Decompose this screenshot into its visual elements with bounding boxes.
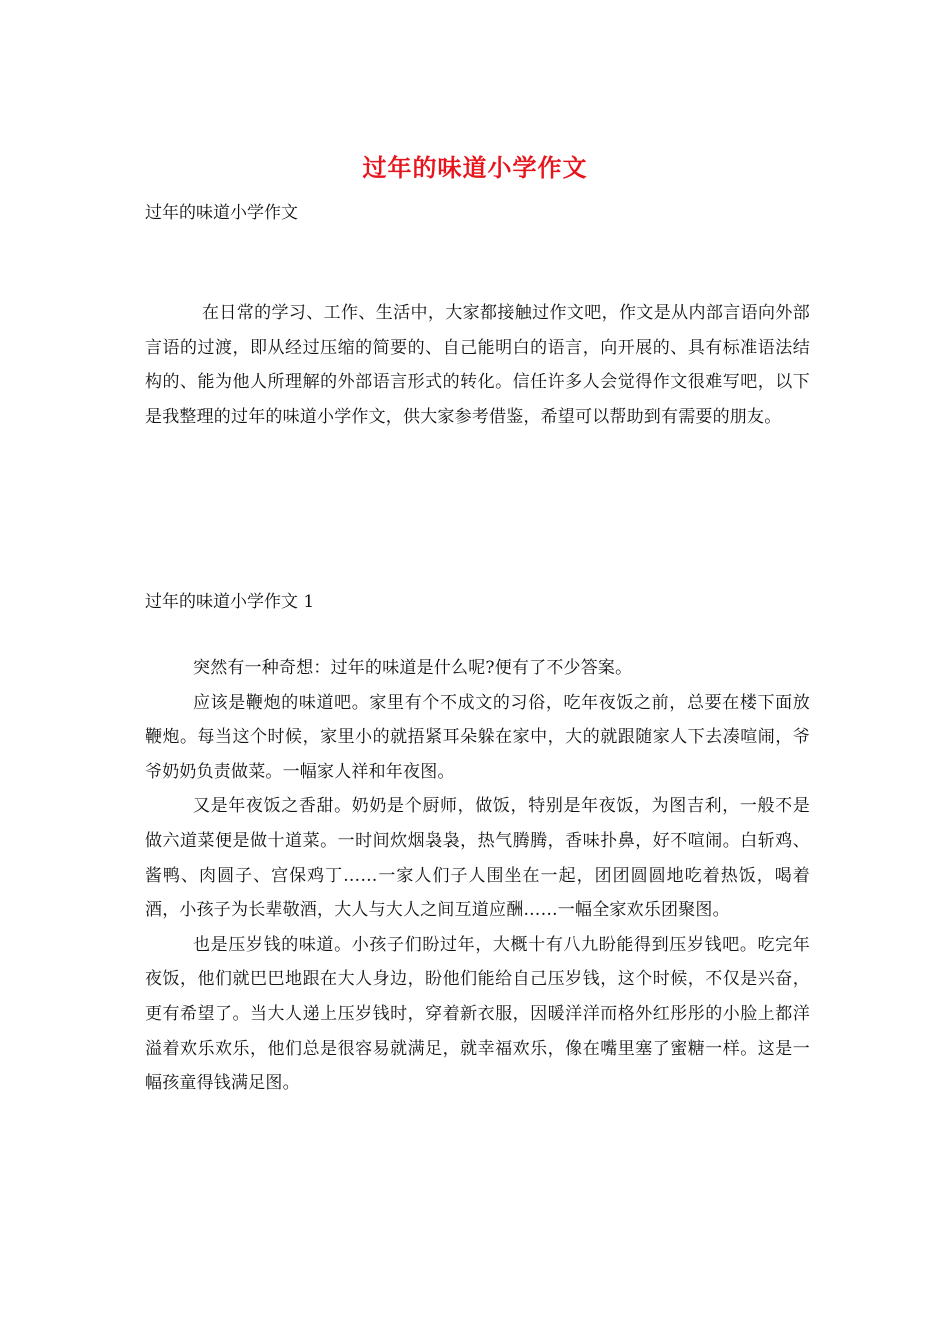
essay-paragraph-3: 又是年夜饭之香甜。奶奶是个厨师，做饭，特别是年夜饭，为图吉利，一般不是做六道菜便是做十道菜。一时间炊烟袅袅，热气腾腾，香味扑鼻，好不喧闹。白斩鸡、酱鸭、肉圆子、宫保鸡丁……一家人们子人围坐在一起，团团圆圆地吃着热饭，喝着酒，小孩子为长辈敬酒，大人与大人之间互道应酬……一幅全家欢乐团聚图。 xyxy=(145,796,810,921)
essay-paragraph-1: 突然有一种奇想：过年的味道是什么呢?便有了不少答案。 xyxy=(193,658,633,678)
section-heading: 过年的味道小学作文 1 xyxy=(145,592,315,612)
essay-paragraph-4: 也是压岁钱的味道。小孩子们盼过年，大概十有八九盼能得到压岁钱吧。吃完年夜饭，他们就巴巴地跟在大人身边，盼他们能给自己压岁钱，这个时候，不仅是兴奋，更有希望了。当大人递上压岁钱时，穿着新衣服，因暖洋洋而格外红彤彤的小脸上都洋溢着欢乐欢乐，他们总是很容易就满足，就幸福欢乐，像在嘴里塞了蜜糖一样。这是一幅孩童得钱满足图。 xyxy=(145,934,810,1094)
essay-paragraph-2: 应该是鞭炮的味道吧。家里有个不成文的习俗，吃年夜饭之前，总要在楼下面放鞭炮。每当这个时候，家里小的就捂紧耳朵躲在家中，大的就跟随家人下去凑喧闹，爷爷奶奶负责做菜。一幅家人祥和年夜图。 xyxy=(145,692,810,782)
intro-paragraph: 在日常的学习、工作、生活中，大家都接触过作文吧，作文是从内部言语向外部言语的过渡，即从经过压缩的简要的、自己能明白的语言，向开展的、具有标准语法结构的、能为他人所理解的外部语言形式的转化。信任许多人会觉得作文很难写吧，以下是我整理的过年的味道小学作文，供大家参考借鉴，希望可以帮助到有需要的朋友。 xyxy=(145,303,810,427)
essay-body xyxy=(145,651,810,1101)
document-title: 过年的味道小学作文 xyxy=(362,153,588,182)
document-subtitle: 过年的味道小学作文 xyxy=(145,203,298,223)
